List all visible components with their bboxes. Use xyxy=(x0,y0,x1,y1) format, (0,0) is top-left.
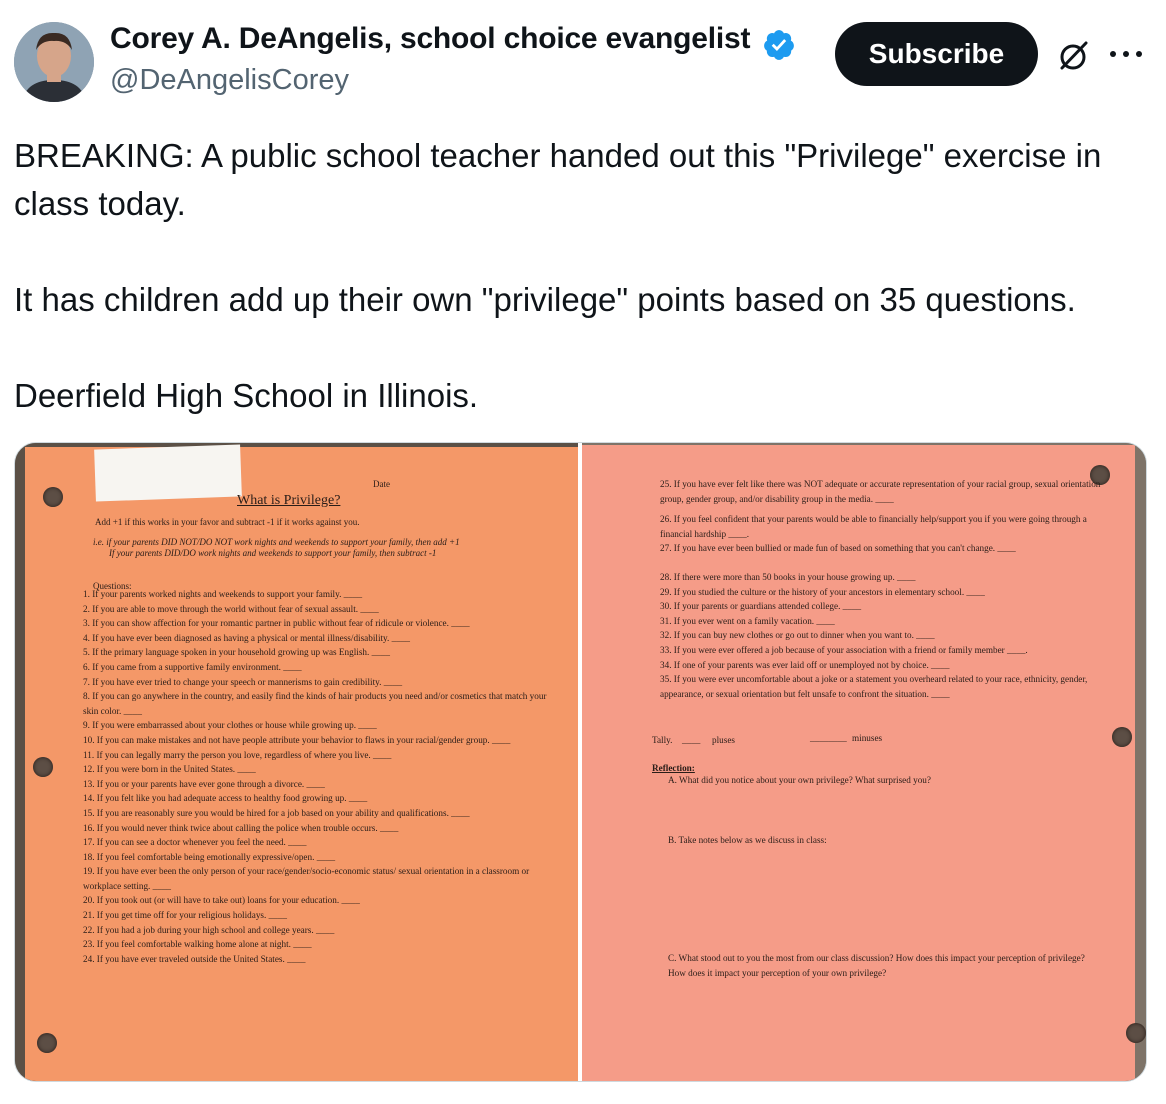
reflection-question-b: B. Take notes below as we discuss in class: xyxy=(668,835,827,845)
binder-hole xyxy=(43,487,63,507)
reflection-question-a: A. What did you notice about your own privilege? What surprised you? xyxy=(668,775,931,785)
tweet-paragraph: It has children add up their own "privilege" points based on 35 questions. xyxy=(14,281,1076,318)
author-avatar[interactable] xyxy=(14,22,94,102)
more-dots-icon[interactable] xyxy=(1108,48,1144,60)
question-item: 15. If you are reasonably sure you would be hired for a job based on your ability and qualifications. ____ xyxy=(83,807,470,818)
question-item: 26. If you feel confident that your parents would be able to financially help/support you if you were going through a financial hardship ____. xyxy=(660,514,1087,539)
tweet-media[interactable] xyxy=(14,442,1147,1082)
question-item: 21. If you get time off for your religious holidays. ____ xyxy=(83,910,287,921)
grok-icon[interactable] xyxy=(1056,38,1090,72)
question-list xyxy=(83,587,553,966)
question-item: 27. If you have ever been bullied or made fun of based on something that you can't change. ____ xyxy=(660,543,1016,554)
author-display-name[interactable]: Corey A. DeAngelis, school choice evangelist xyxy=(110,22,751,55)
question-item: 10. If you can make mistakes and not have people attribute your behavior to flaws in your racial/gender group. ____ xyxy=(83,734,511,745)
reflection-question-c: C. What stood out to you the most from our class discussion? How does this impact your perception of privilege? How does it impact your perception of your own privilege? xyxy=(668,953,1085,978)
verified-badge-icon xyxy=(762,28,796,62)
binder-hole xyxy=(1112,727,1132,747)
question-item: 7. If you have ever tried to change your speech or mannerisms to gain credibility. ____ xyxy=(83,676,403,687)
binder-hole xyxy=(37,1033,57,1053)
question-item: 5. If the primary language spoken in your household growing up was English. ____ xyxy=(83,647,390,658)
binder-hole xyxy=(33,757,53,777)
worksheet-instruction: Add +1 if this works in your favor and subtract -1 if it works against you. xyxy=(95,517,360,527)
tweet-paragraph: Deerfield High School in Illinois. xyxy=(14,377,479,414)
tweet-paragraph: BREAKING: A public school teacher handed out this "Privilege" exercise in class today. xyxy=(14,137,1102,222)
worksheet-title: What is Privilege? xyxy=(237,493,341,508)
reflection-label: Reflection: xyxy=(652,763,695,773)
question-item: 8. If you can go anywhere in the country, and easily find the kinds of hair products you need and/or cosmetics that match your skin color. ____ xyxy=(83,691,547,716)
date-label: Date xyxy=(373,479,390,489)
worksheet-page-2 xyxy=(582,445,1135,1081)
binder-hole xyxy=(1126,1023,1146,1043)
photo-worksheet-page-2[interactable] xyxy=(582,443,1146,1081)
worksheet-example: If your parents DID/DO work nights and weekends to support your family, then subtract -1 xyxy=(109,548,437,558)
pluses-label: pluses xyxy=(712,735,735,745)
photo-worksheet-page-1[interactable] xyxy=(15,443,578,1081)
author-handle[interactable]: @DeAngelisCorey xyxy=(110,64,349,96)
question-item: 2. If you are able to move through the world without fear of sexual assault. ____ xyxy=(83,603,379,614)
question-item: 18. If you feel comfortable being emotionally expressive/open. ____ xyxy=(83,851,336,862)
question-item: 34. If one of your parents was ever laid off or unemployed not by choice. ____ xyxy=(660,659,950,670)
tally-blank: ____ xyxy=(682,735,701,745)
question-item: 12. If you were born in the United States. ____ xyxy=(83,764,256,775)
question-item: 25. If you have ever felt like there was NOT adequate or accurate representation of your racial group, sexual orientation group, gender group, and/or disability group in the media. ____ xyxy=(660,479,1101,504)
question-item: 6. If you came from a supportive family environment. ____ xyxy=(83,661,302,672)
question-item: 24. If you have ever traveled outside the United States. ____ xyxy=(83,953,306,964)
question-item: 29. If you studied the culture or the history of your ancestors in elementary school. ____ xyxy=(660,586,985,597)
tweet-text xyxy=(14,132,1154,420)
question-item: 28. If there were more than 50 books in your house growing up. ____ xyxy=(660,571,916,582)
question-item: 32. If you can buy new clothes or go out to dinner when you want to. ____ xyxy=(660,630,935,641)
question-item: 11. If you can legally marry the person you love, regardless of where you live. ____ xyxy=(83,749,392,760)
question-item: 3. If you can show affection for your romantic partner in public without fear of ridicule or violence. ____ xyxy=(83,618,470,629)
question-item: 16. If you would never think twice about calling the police when trouble occurs. ____ xyxy=(83,822,399,833)
question-item: 35. If you were ever uncomfortable about a joke or a statement you overheard related to your race, ethnicity, gender, appearance, or sexual orientation but felt unsafe to confront the situation. ____ xyxy=(660,674,1088,699)
question-list xyxy=(660,477,1120,701)
tweet-header xyxy=(0,0,1166,110)
questions-label: Questions: xyxy=(93,581,132,591)
question-item: 31. If you ever went on a family vacation. ____ xyxy=(660,615,835,626)
subscribe-button[interactable]: Subscribe xyxy=(835,22,1038,86)
question-item: 14. If you felt like you had adequate access to healthy food growing up. ____ xyxy=(83,793,368,804)
question-item: 4. If you have ever been diagnosed as having a physical or mental illness/disability. ____ xyxy=(83,632,411,643)
sticky-note xyxy=(94,444,242,501)
question-item: 30. If your parents or guardians attended college. ____ xyxy=(660,601,862,612)
minuses-label: minuses xyxy=(852,733,883,743)
question-item: 23. If you feel comfortable walking home alone at night. ____ xyxy=(83,939,312,950)
question-item: 20. If you took out (or will have to take out) loans for your education. ____ xyxy=(83,895,360,906)
question-item: 22. If you had a job during your high school and college years. ____ xyxy=(83,924,335,935)
question-item: 19. If you have ever been the only person of your race/gender/socio-economic status/ sexual orientation in a classroom or workplace setting. ____ xyxy=(83,866,530,891)
worksheet-page-1 xyxy=(25,447,578,1081)
worksheet-example: i.e. if your parents DID NOT/DO NOT work nights and weekends to support your family, then add +1 xyxy=(93,537,460,547)
question-item: 13. If you or your parents have ever gone through a divorce. ____ xyxy=(83,778,325,789)
question-item: 33. If you were ever offered a job because of your association with a friend or family member ____. xyxy=(660,644,1028,655)
question-item: 17. If you can see a doctor whenever you feel the need. ____ xyxy=(83,837,307,848)
person-avatar-icon xyxy=(14,22,94,102)
question-item: 9. If you were embarrassed about your clothes or house while growing up. ____ xyxy=(83,720,377,731)
tally-blank: ________ xyxy=(810,733,847,743)
tally-label: Tally. xyxy=(652,735,673,745)
question-item: 1. If your parents worked nights and weekends to support your family. ____ xyxy=(83,589,363,599)
